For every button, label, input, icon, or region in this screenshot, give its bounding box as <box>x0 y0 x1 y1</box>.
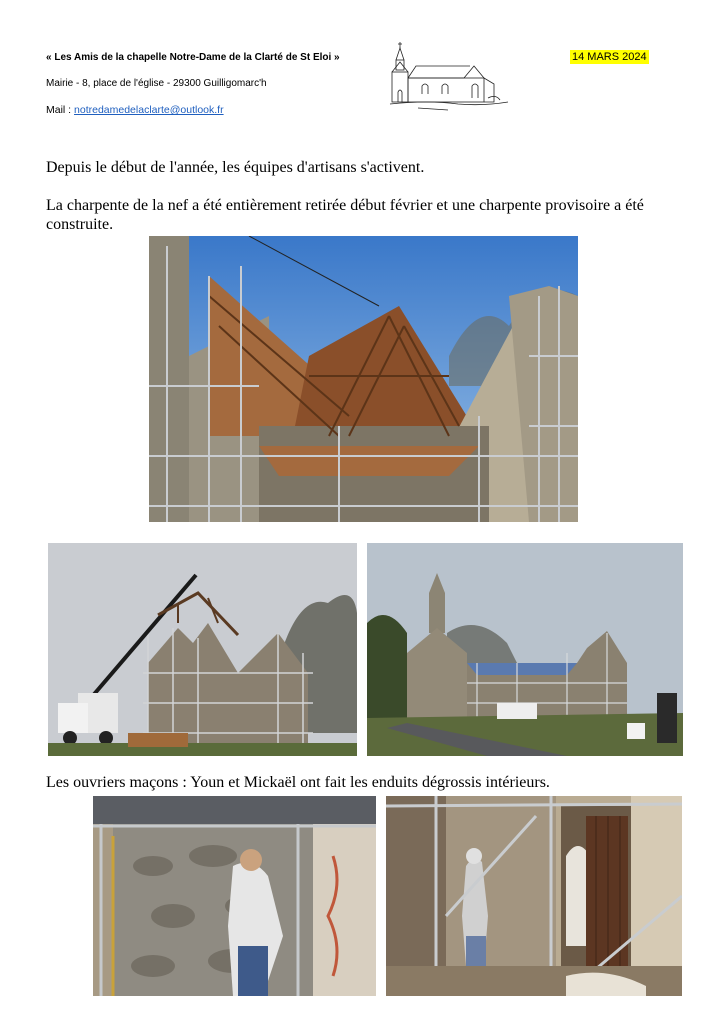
roof-framework-photo <box>149 236 578 522</box>
association-name: « Les Amis de la chapelle Notre-Dame de la Clarté de St Eloi » <box>46 52 340 63</box>
mail-line <box>46 104 224 116</box>
worker-plastering-doorway-photo <box>386 796 682 996</box>
mail-label: Mail : <box>46 104 75 116</box>
intro-paragraph: Depuis le début de l'année, les équipes d'artisans s'activent. <box>46 159 425 176</box>
worker-plastering-wall-photo <box>93 796 376 996</box>
chapel-sketch-logo <box>388 38 510 112</box>
charpente-paragraph: La charpente de la nef a été entièrement retirée début février et une charpente provisoire a été construite. <box>46 197 644 233</box>
chapel-scaffolding-photo <box>367 543 683 756</box>
mail-link[interactable]: notredamedelaclarte@outlook.fr <box>74 104 224 116</box>
association-address: Mairie - 8, place de l'église - 29300 Guilligomarc'h <box>46 78 267 89</box>
macons-paragraph: Les ouvriers maçons : Youn et Mickaël ont fait les enduits dégrossis intérieurs. <box>46 774 550 791</box>
date-badge: 14 MARS 2024 <box>572 51 647 63</box>
crane-lifting-truss-photo <box>48 543 357 756</box>
